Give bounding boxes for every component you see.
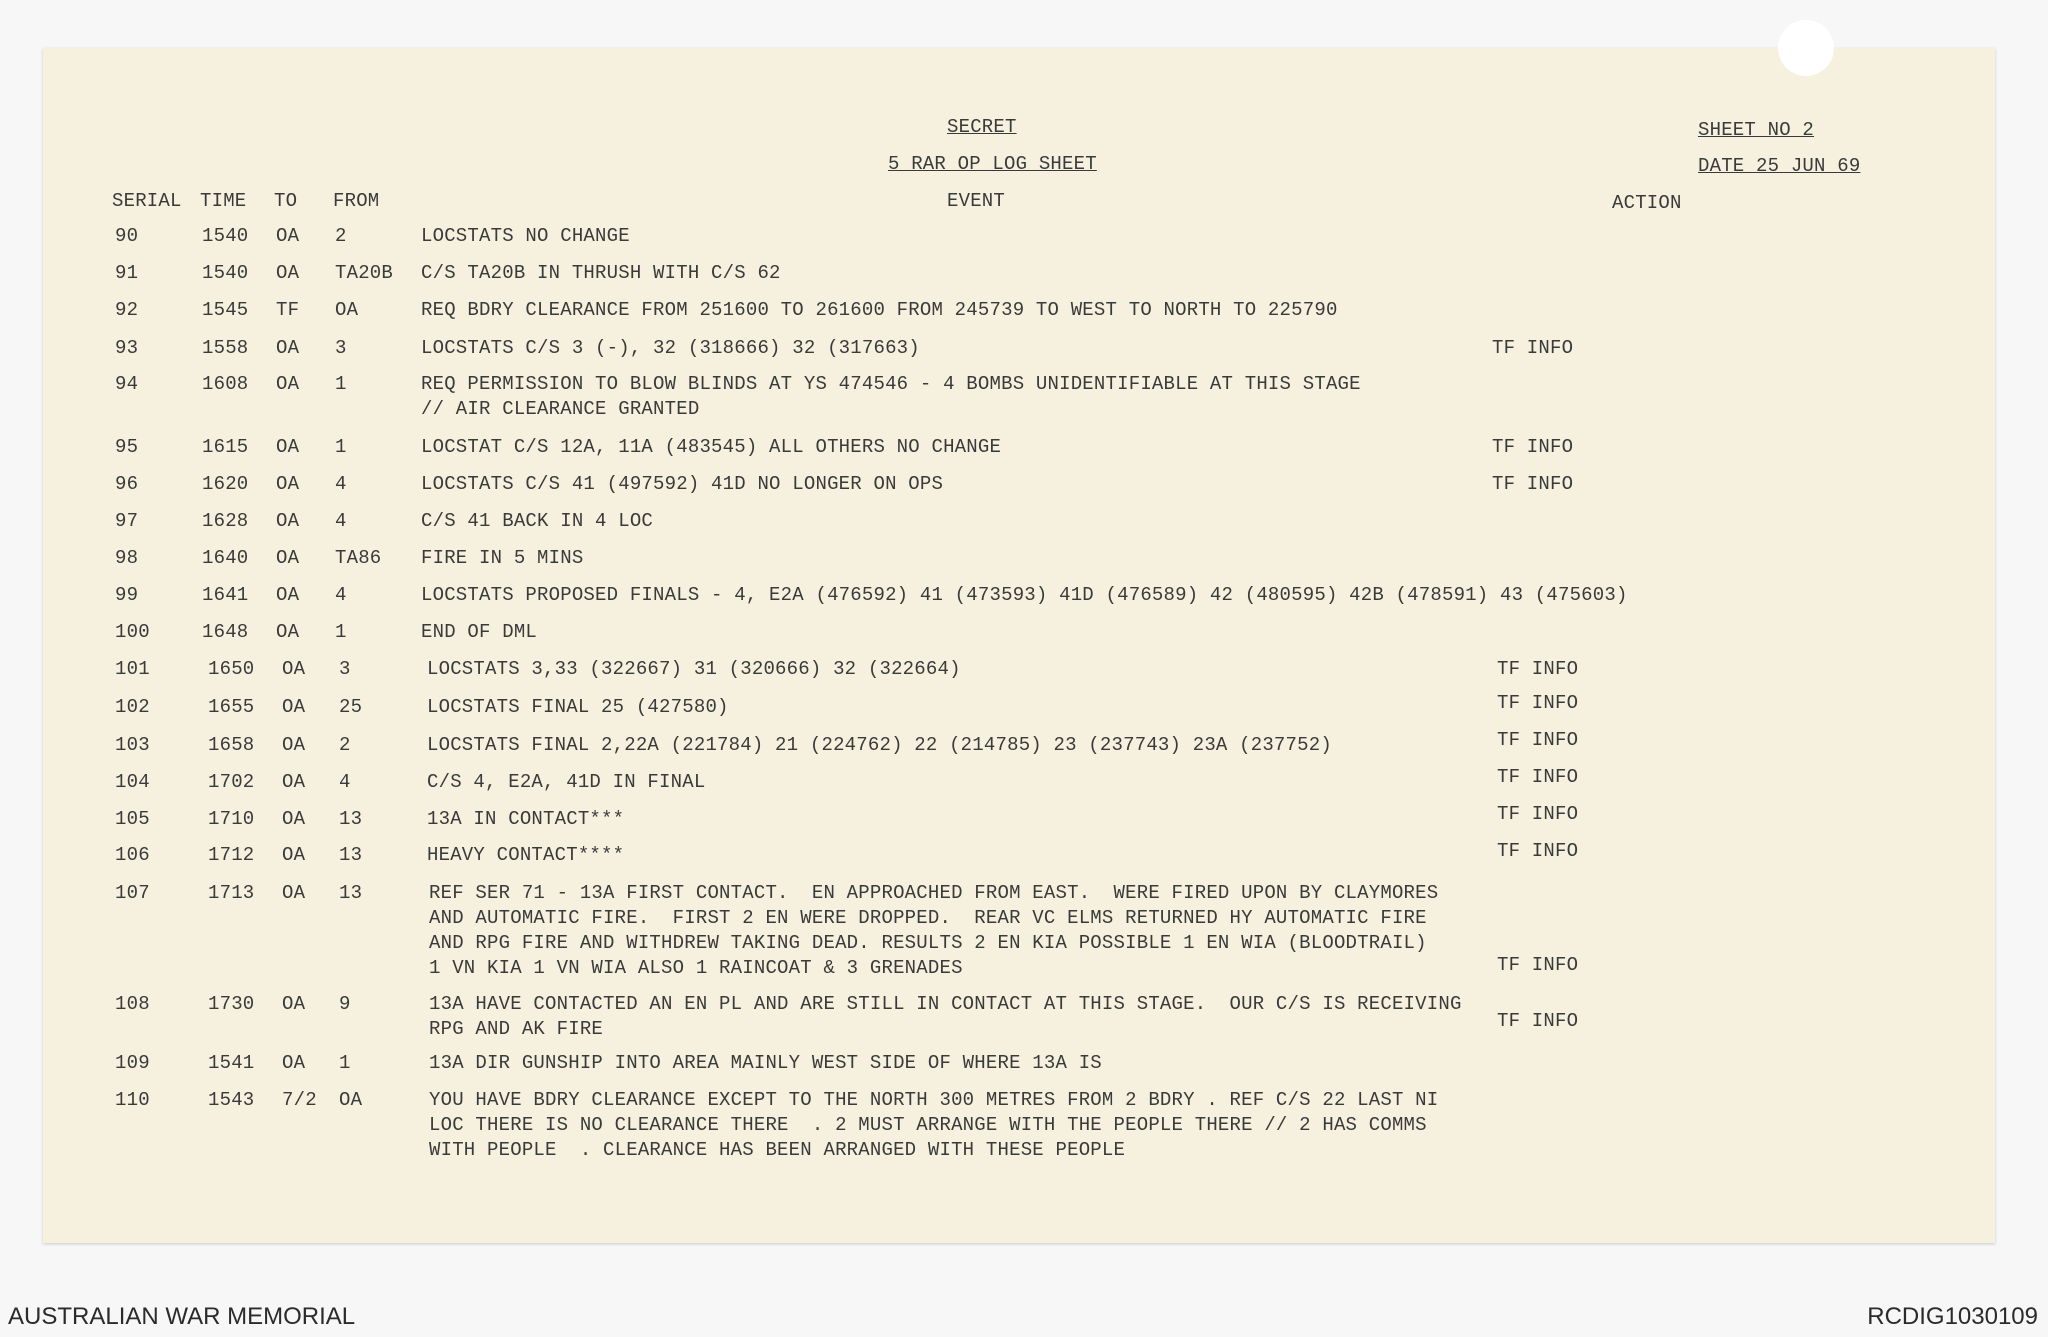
row-from: 13 <box>339 844 363 866</box>
row-from: 3 <box>339 658 351 680</box>
row-to: OA <box>276 621 300 643</box>
sheet-date: DATE 25 JUN 69 <box>1698 155 1861 177</box>
col-header-action: ACTION <box>1612 192 1682 214</box>
row-to: OA <box>282 1052 306 1074</box>
row-serial: 101 <box>115 658 150 680</box>
row-time: 1713 <box>208 882 255 904</box>
col-header-serial: SERIAL <box>112 190 182 212</box>
row-time: 1640 <box>202 547 249 569</box>
row-serial: 90 <box>115 225 139 247</box>
row-to: OA <box>276 373 300 395</box>
row-serial: 106 <box>115 844 150 866</box>
row-action: TF INFO <box>1497 1010 1579 1032</box>
row-time: 1628 <box>202 510 249 532</box>
row-to: OA <box>276 584 300 606</box>
row-from: 4 <box>335 584 347 606</box>
row-from: 13 <box>339 882 363 904</box>
row-serial: 96 <box>115 473 139 495</box>
row-from: OA <box>335 299 359 321</box>
row-event: 13A IN CONTACT*** <box>427 808 625 830</box>
row-action: TF INFO <box>1497 766 1579 788</box>
row-to: OA <box>276 436 300 458</box>
row-action: TF INFO <box>1492 436 1574 458</box>
row-to: OA <box>282 993 306 1015</box>
row-to: OA <box>276 337 300 359</box>
row-to: 7/2 <box>282 1089 317 1111</box>
sheet-title: 5 RAR OP LOG SHEET <box>888 153 1097 175</box>
row-to: OA <box>282 882 306 904</box>
row-serial: 95 <box>115 436 139 458</box>
row-time: 1620 <box>202 473 249 495</box>
row-action: TF INFO <box>1497 729 1579 751</box>
row-event: REQ PERMISSION TO BLOW BLINDS AT YS 474546 - 4 BOMBS UNIDENTIFIABLE AT THIS STAGE // AIR CLEARANCE GRANTED <box>421 373 1361 420</box>
row-serial: 109 <box>115 1052 150 1074</box>
row-to: OA <box>282 844 306 866</box>
row-to: OA <box>282 658 306 680</box>
row-time: 1540 <box>202 225 249 247</box>
col-header-to: TO <box>274 190 298 212</box>
classification-label: SECRET <box>947 116 1017 138</box>
row-from: 1 <box>335 621 347 643</box>
row-serial: 102 <box>115 696 150 718</box>
row-from: 13 <box>339 808 363 830</box>
row-event: 13A HAVE CONTACTED AN EN PL AND ARE STILL IN CONTACT AT THIS STAGE. OUR C/S IS RECEIVING RPG AND AK FIRE <box>429 993 1462 1040</box>
row-time: 1655 <box>208 696 255 718</box>
row-time: 1541 <box>208 1052 255 1074</box>
row-time: 1641 <box>202 584 249 606</box>
row-event: 13A DIR GUNSHIP INTO AREA MAINLY WEST SIDE OF WHERE 13A IS <box>429 1052 1102 1074</box>
row-event: LOCSTATS C/S 41 (497592) 41D NO LONGER ON OPS <box>421 473 944 495</box>
row-event: FIRE IN 5 MINS <box>421 547 584 569</box>
row-time: 1558 <box>202 337 249 359</box>
col-header-event: EVENT <box>947 190 1006 212</box>
row-event: LOCSTATS FINAL 25 (427580) <box>427 696 729 718</box>
row-serial: 99 <box>115 584 139 606</box>
row-to: OA <box>282 808 306 830</box>
row-action: TF INFO <box>1492 473 1574 495</box>
row-serial: 100 <box>115 621 150 643</box>
row-time: 1608 <box>202 373 249 395</box>
row-action: TF INFO <box>1497 692 1579 714</box>
row-from: 1 <box>339 1052 351 1074</box>
col-header-time: TIME <box>200 190 247 212</box>
row-event: YOU HAVE BDRY CLEARANCE EXCEPT TO THE NORTH 300 METRES FROM 2 BDRY . REF C/S 22 LAST NI LOC THERE IS NO CLEARANCE THERE . 2 MUST ARRANGE WITH THE PEOPLE THERE // 2 HAS COMMS WITH PEOPLE . CLEARANCE HAS BEEN ARRANGED WITH THESE PEOPLE <box>429 1089 1439 1161</box>
row-action: TF INFO <box>1492 337 1574 359</box>
row-from: 4 <box>335 473 347 495</box>
row-serial: 108 <box>115 993 150 1015</box>
row-serial: 107 <box>115 882 150 904</box>
row-from: 1 <box>335 436 347 458</box>
punch-hole <box>1778 20 1834 76</box>
row-to: OA <box>276 510 300 532</box>
row-from: 4 <box>335 510 347 532</box>
row-event: LOCSTATS FINAL 2,22A (221784) 21 (224762) 22 (214785) 23 (237743) 23A (237752) <box>427 734 1332 756</box>
row-serial: 103 <box>115 734 150 756</box>
row-action: TF INFO <box>1497 954 1579 976</box>
row-serial: 98 <box>115 547 139 569</box>
row-time: 1712 <box>208 844 255 866</box>
row-to: OA <box>276 547 300 569</box>
row-serial: 92 <box>115 299 139 321</box>
row-serial: 93 <box>115 337 139 359</box>
row-to: OA <box>282 696 306 718</box>
footer-reference: RCDIG1030109 <box>1867 1303 2038 1330</box>
row-time: 1543 <box>208 1089 255 1111</box>
row-from: 3 <box>335 337 347 359</box>
row-to: OA <box>276 473 300 495</box>
row-event: LOCSTAT C/S 12A, 11A (483545) ALL OTHERS NO CHANGE <box>421 436 1002 458</box>
row-from: 4 <box>339 771 351 793</box>
row-event: HEAVY CONTACT**** <box>427 844 625 866</box>
row-from: 1 <box>335 373 347 395</box>
row-to: OA <box>282 734 306 756</box>
row-time: 1650 <box>208 658 255 680</box>
row-time: 1540 <box>202 262 249 284</box>
col-header-from: FROM <box>333 190 380 212</box>
row-from: TA86 <box>335 547 382 569</box>
row-time: 1545 <box>202 299 249 321</box>
row-event: REF SER 71 - 13A FIRST CONTACT. EN APPROACHED FROM EAST. WERE FIRED UPON BY CLAYMORES AND AUTOMATIC FIRE. FIRST 2 EN WERE DROPPED. REAR VC ELMS RETURNED HY AUTOMATIC FIRE AND RPG FIRE AND WITHDREW TAKING DEAD. RESULTS 2 EN KIA POSSIBLE 1 EN WIA (BLOODTRAIL) 1 VN KIA 1 VN WIA ALSO 1 RAINCOAT & 3 GRENADES <box>429 882 1439 979</box>
row-to: OA <box>276 225 300 247</box>
row-event: LOCSTATS C/S 3 (-), 32 (318666) 32 (317663) <box>421 337 920 359</box>
row-event: LOCSTATS PROPOSED FINALS - 4, E2A (476592) 41 (473593) 41D (476589) 42 (480595) 42B (478591) 43 (475603) <box>421 584 1628 606</box>
row-event: LOCSTATS NO CHANGE <box>421 225 630 247</box>
row-serial: 105 <box>115 808 150 830</box>
row-time: 1730 <box>208 993 255 1015</box>
row-to: OA <box>282 771 306 793</box>
footer-institution: AUSTRALIAN WAR MEMORIAL <box>8 1303 356 1330</box>
row-event: C/S 4, E2A, 41D IN FINAL <box>427 771 706 793</box>
row-event: LOCSTATS 3,33 (322667) 31 (320666) 32 (322664) <box>427 658 961 680</box>
row-event: REQ BDRY CLEARANCE FROM 251600 TO 261600 FROM 245739 TO WEST TO NORTH TO 225790 <box>421 299 1338 321</box>
row-serial: 104 <box>115 771 150 793</box>
row-from: 2 <box>335 225 347 247</box>
row-serial: 91 <box>115 262 139 284</box>
row-serial: 94 <box>115 373 139 395</box>
row-event: C/S 41 BACK IN 4 LOC <box>421 510 654 532</box>
row-time: 1648 <box>202 621 249 643</box>
row-action: TF INFO <box>1497 803 1579 825</box>
row-action: TF INFO <box>1497 840 1579 862</box>
row-event: END OF DML <box>421 621 538 643</box>
row-to: TF <box>276 299 300 321</box>
sheet-number: SHEET NO 2 <box>1698 119 1815 141</box>
row-from: 2 <box>339 734 351 756</box>
row-serial: 110 <box>115 1089 150 1111</box>
row-time: 1702 <box>208 771 255 793</box>
row-serial: 97 <box>115 510 139 532</box>
row-to: OA <box>276 262 300 284</box>
row-from: 9 <box>339 993 351 1015</box>
row-from: 25 <box>339 696 363 718</box>
row-time: 1615 <box>202 436 249 458</box>
row-action: TF INFO <box>1497 658 1579 680</box>
row-time: 1658 <box>208 734 255 756</box>
row-from: TA20B <box>335 262 394 284</box>
row-time: 1710 <box>208 808 255 830</box>
row-from: OA <box>339 1089 363 1111</box>
row-event: C/S TA20B IN THRUSH WITH C/S 62 <box>421 262 781 284</box>
